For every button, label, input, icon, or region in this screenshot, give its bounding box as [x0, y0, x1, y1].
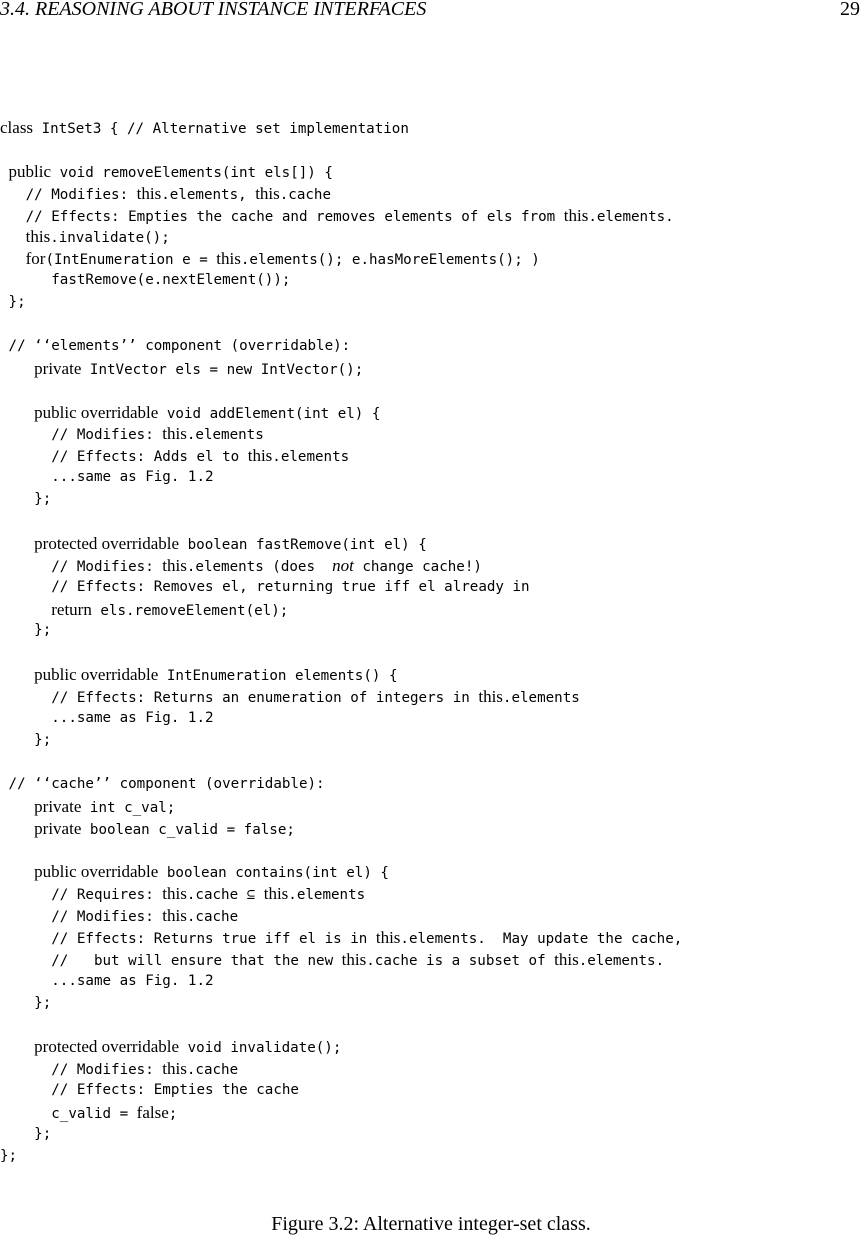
code-line	[0, 664, 862, 686]
code-keyword: protected overridable	[34, 533, 180, 553]
code-text: fastRemove(e.nextElement());	[0, 272, 291, 289]
code-line	[0, 577, 862, 599]
code-text: .cache	[279, 186, 332, 203]
code-line	[0, 445, 862, 467]
code-text: // ‘‘elements’’ component (overridable):	[0, 337, 351, 354]
code-text	[0, 1040, 34, 1056]
code-keyword: false	[136, 1103, 169, 1123]
code-text: // but will ensure that the new	[0, 952, 342, 969]
code-text	[0, 362, 34, 378]
code-text: void invalidate();	[179, 1040, 342, 1057]
code-keyword: this	[162, 906, 187, 926]
figure-caption: Figure 3.2: Alternative integer-set class.	[271, 1213, 591, 1235]
code-text: IntSet3 { // Alternative set implementation	[33, 121, 409, 137]
code-text: els.removeElement(el);	[91, 602, 289, 619]
code-text: .invalidate();	[50, 230, 170, 247]
code-line	[0, 599, 862, 621]
code-line	[0, 1124, 862, 1146]
code-text: };	[0, 622, 52, 639]
code-text: .elements (does	[186, 558, 333, 575]
code-text: boolean c_valid = false;	[81, 821, 295, 838]
code-text: .elements.	[578, 952, 665, 969]
code-line	[0, 1080, 862, 1102]
code-text: ...same as Fig. 1.2	[0, 972, 214, 989]
code-line	[0, 314, 862, 336]
code-line	[0, 993, 862, 1015]
code-keyword: this	[136, 183, 162, 203]
code-line	[0, 402, 862, 424]
code-keyword: this	[563, 205, 589, 225]
code-text: };	[0, 491, 52, 508]
code-text	[0, 865, 34, 881]
code-line	[0, 533, 862, 555]
code-line	[0, 139, 862, 161]
code-line	[0, 1015, 862, 1037]
code-text: boolean contains(int el) {	[158, 865, 389, 882]
code-keyword: private	[34, 796, 82, 816]
code-line	[0, 818, 862, 840]
code-text: void removeElements(int els[]) {	[51, 164, 333, 181]
code-line	[0, 555, 862, 577]
code-keyword: public overridable	[34, 862, 159, 882]
code-line	[0, 730, 862, 752]
code-keyword: this	[255, 183, 280, 203]
code-keyword: this	[162, 884, 187, 904]
code-line	[0, 1102, 862, 1124]
page-number: 29	[840, 0, 860, 20]
code-line	[0, 752, 862, 774]
code-line	[0, 774, 862, 796]
code-line	[0, 927, 862, 949]
code-text: c_valid =	[0, 1106, 137, 1123]
code-keyword: public overridable	[34, 402, 159, 422]
code-text: };	[0, 1125, 52, 1142]
code-text: .cache	[186, 909, 239, 926]
code-line	[0, 1036, 862, 1058]
code-text	[0, 537, 34, 553]
code-text: ...same as Fig. 1.2	[0, 469, 214, 486]
code-text: void addElement(int el) {	[158, 405, 381, 422]
code-text: change cache!)	[353, 558, 482, 575]
code-keyword: this	[478, 687, 503, 707]
code-line	[0, 380, 862, 402]
code-line	[0, 949, 862, 971]
code-line	[0, 708, 862, 730]
code-text	[0, 406, 34, 422]
code-text: ...same as Fig. 1.2	[0, 710, 214, 727]
code-listing	[0, 117, 862, 1168]
code-text	[0, 668, 34, 684]
code-keyword: this	[162, 555, 187, 575]
code-keyword: this	[554, 949, 579, 969]
code-text: // ‘‘cache’’ component (overridable):	[0, 775, 325, 792]
code-line	[0, 270, 862, 292]
code-line	[0, 467, 862, 489]
code-line	[0, 117, 862, 139]
code-line	[0, 883, 862, 905]
code-text: .elements.	[588, 208, 674, 225]
code-text: .elements	[502, 690, 580, 707]
code-text: // Requires:	[0, 887, 163, 904]
code-keyword: public overridable	[34, 665, 159, 685]
code-line	[0, 336, 862, 358]
code-keyword: this	[216, 249, 241, 269]
code-text	[0, 800, 34, 816]
code-text: // Effects: Returns true iff el is in	[0, 930, 376, 947]
code-text: .elements	[272, 449, 350, 466]
code-text: .elements(); e.hasMoreElements(); )	[240, 252, 540, 269]
code-keyword: this	[162, 424, 187, 444]
code-line	[0, 971, 862, 993]
code-keyword: return	[51, 599, 92, 619]
code-text: .elements	[186, 427, 264, 444]
code-keyword: for	[25, 249, 46, 269]
code-text: };	[0, 994, 52, 1011]
code-line	[0, 358, 862, 380]
code-line	[0, 1146, 862, 1168]
code-text: .cache is a subset of	[366, 952, 555, 969]
code-keyword: this	[162, 1059, 187, 1079]
code-line	[0, 183, 862, 205]
code-text	[0, 822, 34, 838]
code-keyword: this	[341, 949, 367, 969]
code-text: // Modifies:	[0, 558, 163, 575]
code-text: int c_val;	[81, 799, 176, 816]
code-line	[0, 248, 862, 270]
code-text: boolean fastRemove(int el) {	[179, 536, 427, 553]
code-line	[0, 161, 862, 183]
code-text: // Modifies:	[0, 427, 163, 444]
code-text: .cache	[186, 1062, 239, 1079]
code-text: (IntEnumeration e =	[45, 252, 217, 269]
code-line	[0, 686, 862, 708]
code-text: };	[0, 294, 26, 311]
code-text	[0, 252, 26, 268]
code-text: .elements. May update the cache,	[400, 930, 683, 947]
code-line	[0, 226, 862, 248]
code-text: IntEnumeration elements() {	[158, 668, 398, 685]
code-text: IntVector els = new IntVector();	[81, 361, 364, 378]
code-text	[0, 603, 51, 619]
code-emphasis: not	[332, 555, 354, 575]
code-text: .elements	[288, 887, 366, 904]
code-text	[0, 230, 26, 246]
code-keyword: private	[34, 358, 82, 378]
code-keyword: this	[247, 446, 273, 466]
code-text: // Effects: Returns an enumeration of integers in	[0, 690, 479, 707]
code-text: // Effects: Empties the cache and removes elements of els from	[0, 208, 564, 225]
code-text: .cache ⊆	[186, 887, 264, 904]
code-keyword: class	[0, 118, 34, 137]
code-text: // Effects: Adds el to	[0, 449, 248, 466]
code-line	[0, 1058, 862, 1080]
code-line	[0, 423, 862, 445]
code-text	[0, 165, 9, 181]
code-line	[0, 905, 862, 927]
code-text: // Modifies:	[0, 1062, 163, 1079]
code-text: // Modifies:	[0, 186, 137, 203]
code-text: // Modifies:	[0, 909, 163, 926]
code-line	[0, 292, 862, 314]
code-keyword: this	[263, 884, 289, 904]
code-text: ;	[168, 1106, 178, 1123]
section-title: 3.4. REASONING ABOUT INSTANCE INTERFACES	[0, 0, 427, 20]
code-line	[0, 205, 862, 227]
code-keyword: this	[25, 227, 51, 247]
code-text: };	[0, 731, 52, 748]
code-line	[0, 796, 862, 818]
code-text: // Effects: Removes el, returning true iff el already in	[0, 578, 530, 595]
code-keyword: protected overridable	[34, 1037, 180, 1057]
code-line	[0, 620, 862, 642]
code-keyword: private	[34, 818, 82, 838]
code-line	[0, 489, 862, 511]
code-keyword: this	[375, 927, 401, 947]
code-text: };	[0, 1147, 18, 1164]
code-line	[0, 511, 862, 533]
code-line	[0, 839, 862, 861]
code-line	[0, 642, 862, 664]
running-header	[0, 0, 862, 22]
code-keyword: public	[8, 161, 52, 181]
code-text: .elements,	[161, 186, 256, 203]
code-text: // Effects: Empties the cache	[0, 1082, 299, 1099]
code-line	[0, 861, 862, 883]
